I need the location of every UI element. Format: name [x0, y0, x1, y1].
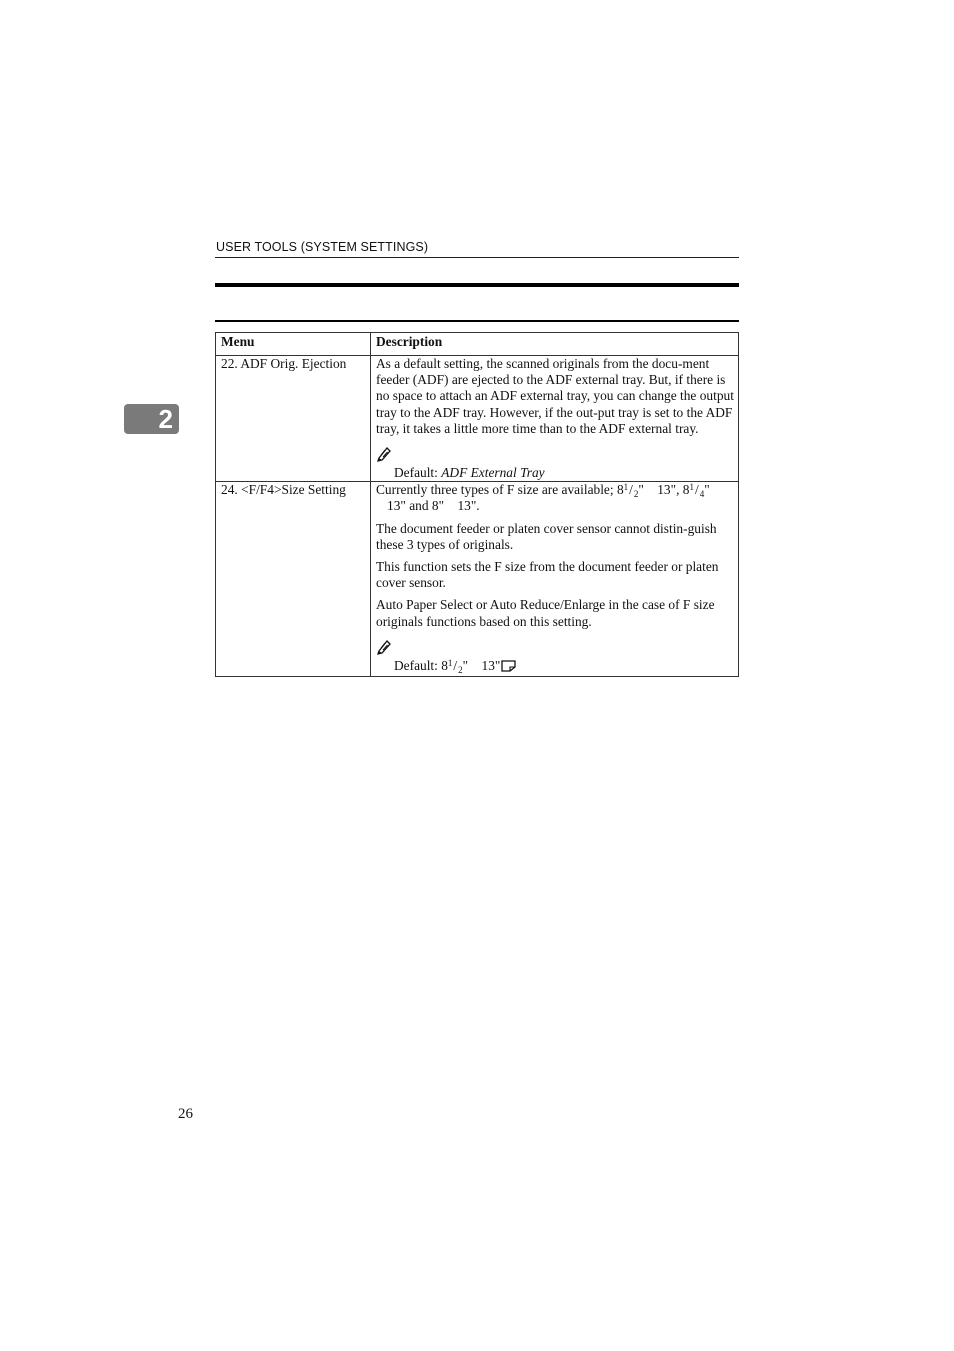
menu-cell	[216, 482, 371, 677]
intro-text: Currently three types of F size are available; 8	[376, 482, 624, 498]
settings-table	[215, 332, 739, 677]
table-row	[216, 356, 739, 482]
section-heading-rule	[215, 283, 739, 287]
pencil-note-icon	[376, 639, 734, 655]
paper-orientation-icon	[501, 660, 516, 676]
fraction-denominator: 2	[458, 664, 463, 675]
description-paragraph: Auto Paper Select or Auto Reduce/Enlarge in the case of F size originals functions based on this setting.	[376, 597, 715, 629]
fraction-numerator: 1	[447, 657, 453, 668]
description-paragraph: This function sets the F size from the document feeder or platen cover sensor.	[376, 559, 719, 591]
menu-item-label: 22. ADF Orig. Ejection	[221, 356, 347, 371]
size-text: "	[704, 482, 710, 498]
running-header: USER TOOLS (SYSTEM SETTINGS)	[216, 240, 429, 254]
fraction-denominator: 2	[633, 489, 639, 500]
size-text: " 13", 8	[638, 482, 690, 498]
table-top-rule	[215, 320, 739, 322]
description-text: As a default setting, the scanned originals from the docu-ment feeder (ADF) are ejected to the ADF external tray. But, if there is no space to attach an ADF external tray, you can change the output tray to the ADF tray. However, if the out-put tray is set to the ADF tray, it takes a little more time than to the ADF external tray.	[376, 356, 734, 436]
chapter-number: 2	[158, 404, 173, 434]
default-value: ADF External Tray	[441, 465, 545, 481]
default-setting	[376, 465, 734, 481]
size-text: 13" and 8" 13".	[387, 498, 480, 514]
description-cell	[371, 482, 739, 677]
fraction-numerator: 1	[689, 482, 694, 493]
column-header-menu: Menu	[216, 333, 371, 356]
default-label: Default: 8	[394, 657, 448, 673]
default-value: " 13"	[462, 657, 501, 673]
chapter-tab	[124, 404, 179, 434]
default-label: Default:	[394, 465, 438, 481]
description-paragraph: Currently three types of F size are available; $8^1/_2$" 13", $8^1/_4$" 13" and 8" 13".	[376, 482, 710, 514]
header-rule	[215, 257, 739, 258]
table-row	[216, 482, 739, 677]
pencil-note-icon	[376, 446, 734, 462]
default-setting: Default: $8^1/_2$" 13"	[376, 658, 734, 676]
column-header-description: Description	[371, 333, 739, 356]
page-number: 26	[178, 1106, 193, 1122]
description-cell	[371, 356, 739, 482]
menu-cell	[216, 356, 371, 482]
description-paragraph: The document feeder or platen cover sensor cannot distin-guish these 3 types of originals.	[376, 520, 717, 552]
fraction-numerator: 1	[623, 482, 629, 493]
fraction-denominator: 4	[699, 489, 705, 500]
table-header-row	[216, 333, 739, 356]
menu-item-label: 24. <F/F4>Size Setting	[221, 482, 346, 498]
